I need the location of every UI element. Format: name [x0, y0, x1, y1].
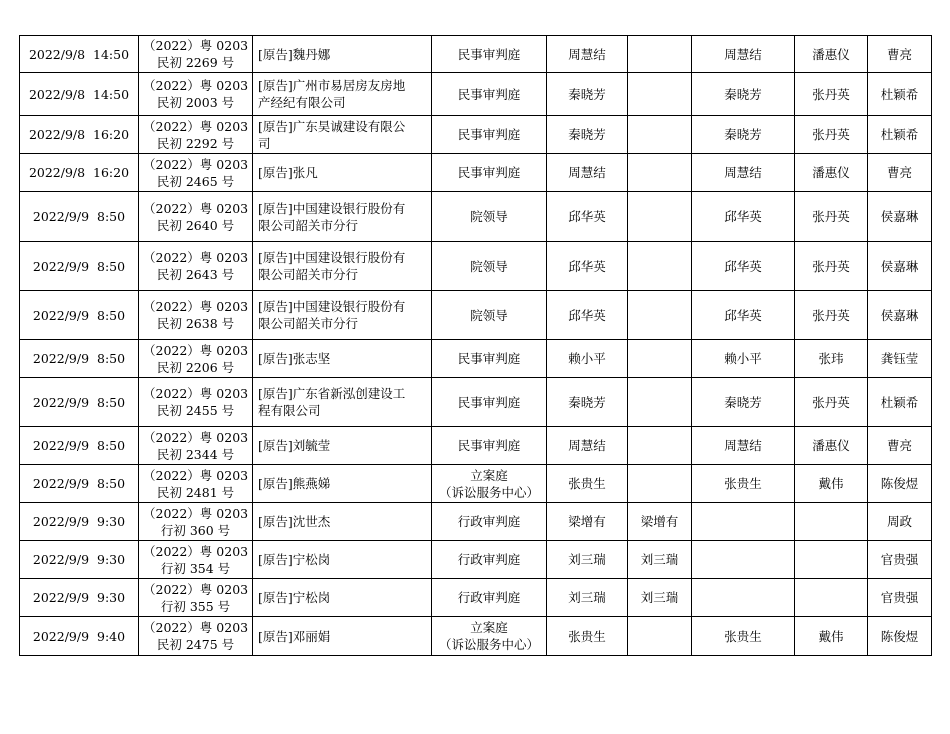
- presiding-cell: [628, 427, 692, 465]
- cell-text: 2022/9/9 8:50: [32, 394, 126, 410]
- cell-line: [原告]张志坚: [258, 351, 331, 366]
- judge-cell: [547, 291, 628, 340]
- cell-line: （2022）粤 0203: [143, 429, 249, 445]
- judge-cell: [547, 154, 628, 192]
- cell-text: 龚钰莹: [880, 351, 919, 366]
- hearing-time-cell: [20, 465, 139, 503]
- cell-text: 张丹英: [812, 209, 850, 224]
- cell-line: 民事审判庭: [457, 394, 521, 410]
- party-cell: [253, 503, 432, 541]
- cell-line: 民事审判庭: [457, 351, 521, 366]
- cell-text: 2022/9/9 8:50: [32, 476, 126, 491]
- cell-line: 民初 2269 号: [156, 55, 235, 70]
- judge-b-cell: [692, 465, 795, 503]
- clerk-cell: [868, 73, 932, 116]
- department-cell: [432, 617, 547, 656]
- case-number-cell: [139, 154, 253, 192]
- cell-line: （2022）粤 0203: [143, 581, 249, 597]
- cell-text: 2022/9/9 8:50: [32, 209, 126, 224]
- judge-b-cell: [692, 427, 795, 465]
- cell-text: 2022/9/8 16:20: [28, 165, 130, 180]
- clerk-cell: [868, 242, 932, 291]
- cell-line: 民初 2206 号: [156, 359, 235, 375]
- cell-line: 行政审判庭: [457, 552, 521, 567]
- party-cell: [253, 340, 432, 378]
- judge-b-cell: [692, 541, 795, 579]
- cell-line: 限公司韶关市分行: [258, 267, 359, 282]
- cell-text: 刘三瑞: [640, 552, 679, 567]
- case-number-cell: [139, 579, 253, 617]
- cell-line: 限公司韶关市分行: [258, 316, 359, 331]
- table-row: [20, 116, 932, 154]
- judge-cell: [547, 36, 628, 73]
- cell-text: 张丹英: [812, 307, 850, 323]
- case-number-cell: [139, 617, 253, 656]
- cell-text: 陈俊煜: [880, 628, 919, 644]
- clerk-cell: [868, 503, 932, 541]
- presiding-cell: [628, 579, 692, 617]
- cell-text: 张丹英: [812, 86, 850, 102]
- juror-cell: [795, 154, 868, 192]
- cell-line: [原告]邓丽娟: [258, 628, 331, 644]
- cell-text: 张贵生: [568, 476, 606, 491]
- presiding-cell: [628, 242, 692, 291]
- cell-text: 秦晓芳: [724, 86, 762, 102]
- judge-cell: [547, 73, 628, 116]
- cell-text: 曹亮: [886, 438, 912, 453]
- cell-line: （诉讼服务中心）: [438, 484, 539, 500]
- judge-cell: [547, 427, 628, 465]
- cell-line: 民初 2640 号: [156, 217, 235, 233]
- cell-text: 秦晓芳: [568, 127, 606, 142]
- cell-line: 民初 2292 号: [156, 135, 235, 151]
- party-cell: [253, 579, 432, 617]
- cell-line: [原告]张凡: [258, 165, 318, 180]
- cell-line: （2022）粤 0203: [143, 118, 249, 134]
- clerk-cell: [868, 427, 932, 465]
- cell-text: 赖小平: [568, 351, 606, 366]
- judge-cell: [547, 242, 628, 291]
- clerk-cell: [868, 579, 932, 617]
- cell-text: 梁增有: [640, 514, 679, 529]
- department-cell: [432, 192, 547, 242]
- cell-text: 周慧结: [724, 438, 762, 453]
- presiding-cell: [628, 541, 692, 579]
- party-cell: [253, 154, 432, 192]
- cell-line: 院领导: [470, 209, 508, 224]
- cell-text: 曹亮: [886, 46, 912, 62]
- judge-b-cell: [692, 340, 795, 378]
- cell-text: 周慧结: [724, 46, 762, 62]
- party-cell: [253, 427, 432, 465]
- presiding-cell: [628, 192, 692, 242]
- hearing-schedule-table: [19, 35, 932, 656]
- cell-text: 2022/9/8 14:50: [28, 86, 130, 102]
- clerk-cell: [868, 465, 932, 503]
- cell-line: 立案庭: [470, 620, 508, 635]
- table-row: [20, 617, 932, 656]
- case-number-cell: [139, 73, 253, 116]
- department-cell: [432, 465, 547, 503]
- cell-text: 张贵生: [724, 476, 762, 491]
- table-row: [20, 427, 932, 465]
- hearing-time-cell: [20, 154, 139, 192]
- table-row: [20, 154, 932, 192]
- cell-line: （2022）粤 0203: [143, 467, 249, 483]
- cell-line: [原告]熊燕娣: [258, 476, 331, 491]
- cell-line: （2022）粤 0203: [143, 342, 249, 358]
- cell-line: （2022）粤 0203: [143, 250, 249, 265]
- presiding-cell: [628, 617, 692, 656]
- cell-text: 2022/9/9 8:50: [32, 438, 126, 453]
- hearing-time-cell: [20, 73, 139, 116]
- cell-text: 张贵生: [724, 628, 762, 644]
- cell-line: 院领导: [470, 307, 508, 323]
- clerk-cell: [868, 36, 932, 73]
- cell-line: [原告]中国建设银行股份有: [258, 250, 406, 265]
- cell-text: 秦晓芳: [568, 86, 606, 102]
- table-row: [20, 340, 932, 378]
- judge-b-cell: [692, 154, 795, 192]
- cell-line: [原告]中国建设银行股份有: [258, 200, 406, 216]
- cell-line: 民事审判庭: [457, 127, 521, 142]
- cell-line: [原告]宁松岗: [258, 552, 331, 567]
- case-number-cell: [139, 192, 253, 242]
- cell-line: （2022）粤 0203: [143, 620, 249, 635]
- presiding-cell: [628, 465, 692, 503]
- cell-line: 行初 355 号: [160, 598, 231, 614]
- case-number-cell: [139, 427, 253, 465]
- cell-text: 邱华英: [568, 258, 606, 274]
- cell-line: 民初 2475 号: [156, 637, 235, 652]
- cell-line: [原告]沈世杰: [258, 514, 331, 529]
- department-cell: [432, 116, 547, 154]
- cell-text: 张丹英: [812, 258, 850, 274]
- party-cell: [253, 192, 432, 242]
- cell-text: 戴伟: [818, 476, 844, 491]
- presiding-cell: [628, 340, 692, 378]
- cell-text: 2022/9/8 16:20: [28, 127, 130, 142]
- juror-cell: [795, 116, 868, 154]
- judge-cell: [547, 340, 628, 378]
- cell-line: [原告]宁松岗: [258, 590, 331, 605]
- cell-text: 张丹英: [812, 394, 850, 410]
- juror-cell: [795, 465, 868, 503]
- cell-line: [原告]刘毓莹: [258, 438, 331, 453]
- cell-line: （2022）粤 0203: [143, 299, 249, 314]
- cell-text: 2022/9/9 8:50: [32, 258, 126, 274]
- cell-text: 陈俊煜: [880, 476, 919, 491]
- judge-b-cell: [692, 242, 795, 291]
- presiding-cell: [628, 503, 692, 541]
- cell-line: 院领导: [470, 258, 508, 274]
- juror-cell: [795, 579, 868, 617]
- judge-cell: [547, 579, 628, 617]
- cell-text: 刘三瑞: [568, 552, 606, 567]
- cell-text: 潘惠仪: [812, 438, 850, 453]
- cell-line: 民事审判庭: [457, 46, 521, 62]
- cell-text: 侯嘉琳: [880, 209, 919, 224]
- department-cell: [432, 503, 547, 541]
- juror-cell: [795, 378, 868, 427]
- juror-cell: [795, 242, 868, 291]
- table-row: [20, 291, 932, 340]
- case-number-cell: [139, 116, 253, 154]
- case-number-cell: [139, 340, 253, 378]
- cell-line: 行政审判庭: [457, 590, 521, 605]
- cell-text: 刘三瑞: [640, 590, 679, 605]
- juror-cell: [795, 541, 868, 579]
- cell-text: 周慧结: [724, 165, 762, 180]
- cell-text: 邱华英: [724, 307, 762, 323]
- cell-line: [原告]广州市易居房友房地: [258, 78, 406, 93]
- cell-text: 杜颖希: [880, 394, 919, 410]
- hearing-time-cell: [20, 242, 139, 291]
- cell-text: 2022/9/9 8:50: [32, 351, 126, 366]
- table-row: [20, 465, 932, 503]
- case-number-cell: [139, 36, 253, 73]
- cell-line: （2022）粤 0203: [143, 78, 249, 93]
- table-row: [20, 378, 932, 427]
- party-cell: [253, 378, 432, 427]
- cell-text: 秦晓芳: [724, 127, 762, 142]
- judge-b-cell: [692, 73, 795, 116]
- juror-cell: [795, 340, 868, 378]
- judge-cell: [547, 116, 628, 154]
- department-cell: [432, 340, 547, 378]
- juror-cell: [795, 36, 868, 73]
- cell-line: [原告]广东昊诚建设有限公: [258, 118, 406, 134]
- case-number-cell: [139, 378, 253, 427]
- cell-text: 邱华英: [724, 209, 762, 224]
- judge-cell: [547, 541, 628, 579]
- cell-line: 行初 360 号: [160, 522, 231, 538]
- cell-text: 周慧结: [568, 438, 606, 453]
- table-row: [20, 579, 932, 617]
- cell-text: 2022/9/9 8:50: [32, 307, 126, 323]
- cell-line: （2022）粤 0203: [143, 38, 249, 53]
- judge-b-cell: [692, 503, 795, 541]
- party-cell: [253, 465, 432, 503]
- cell-line: 产经纪有限公司: [258, 95, 346, 110]
- judge-b-cell: [692, 579, 795, 617]
- presiding-cell: [628, 378, 692, 427]
- judge-cell: [547, 503, 628, 541]
- cell-text: 曹亮: [886, 165, 912, 180]
- table-row: [20, 73, 932, 116]
- cell-line: 限公司韶关市分行: [258, 217, 359, 233]
- table-row: [20, 503, 932, 541]
- clerk-cell: [868, 291, 932, 340]
- presiding-cell: [628, 116, 692, 154]
- department-cell: [432, 36, 547, 73]
- judge-cell: [547, 617, 628, 656]
- cell-text: 秦晓芳: [724, 394, 762, 410]
- cell-text: 赖小平: [724, 351, 762, 366]
- department-cell: [432, 73, 547, 116]
- juror-cell: [795, 617, 868, 656]
- hearing-time-cell: [20, 427, 139, 465]
- party-cell: [253, 541, 432, 579]
- hearing-time-cell: [20, 340, 139, 378]
- cell-line: 程有限公司: [258, 403, 321, 418]
- cell-line: [原告]中国建设银行股份有: [258, 299, 406, 314]
- cell-line: 民初 2638 号: [156, 316, 235, 331]
- juror-cell: [795, 503, 868, 541]
- clerk-cell: [868, 116, 932, 154]
- hearing-time-cell: [20, 36, 139, 73]
- department-cell: [432, 154, 547, 192]
- cell-text: 官贵强: [880, 552, 919, 567]
- department-cell: [432, 242, 547, 291]
- clerk-cell: [868, 192, 932, 242]
- hearing-time-cell: [20, 378, 139, 427]
- cell-text: 潘惠仪: [812, 165, 850, 180]
- clerk-cell: [868, 541, 932, 579]
- case-number-cell: [139, 503, 253, 541]
- juror-cell: [795, 192, 868, 242]
- cell-text: 2022/9/9 9:40: [32, 628, 126, 644]
- judge-b-cell: [692, 617, 795, 656]
- clerk-cell: [868, 154, 932, 192]
- party-cell: [253, 242, 432, 291]
- cell-text: 梁增有: [568, 514, 606, 529]
- cell-text: 邱华英: [568, 209, 606, 224]
- cell-line: 立案庭: [470, 467, 508, 483]
- cell-line: （2022）粤 0203: [143, 156, 249, 172]
- cell-text: 戴伟: [818, 628, 844, 644]
- hearing-time-cell: [20, 291, 139, 340]
- judge-cell: [547, 465, 628, 503]
- party-cell: [253, 36, 432, 73]
- cell-line: 民事审判庭: [457, 165, 521, 180]
- cell-text: 侯嘉琳: [880, 307, 919, 323]
- cell-line: （2022）粤 0203: [143, 505, 249, 521]
- cell-line: 民初 2455 号: [156, 403, 235, 418]
- judge-b-cell: [692, 116, 795, 154]
- party-cell: [253, 116, 432, 154]
- cell-text: 潘惠仪: [812, 46, 850, 62]
- department-cell: [432, 427, 547, 465]
- case-number-cell: [139, 291, 253, 340]
- department-cell: [432, 291, 547, 340]
- presiding-cell: [628, 154, 692, 192]
- presiding-cell: [628, 36, 692, 73]
- cell-text: 张贵生: [568, 628, 606, 644]
- cell-text: 杜颖希: [880, 127, 919, 142]
- cell-line: 民初 2643 号: [156, 267, 235, 282]
- judge-b-cell: [692, 192, 795, 242]
- cell-text: 2022/9/9 9:30: [32, 590, 126, 605]
- cell-text: 秦晓芳: [568, 394, 606, 410]
- cell-line: [原告]魏丹娜: [258, 46, 331, 62]
- cell-text: 官贵强: [880, 590, 919, 605]
- judge-b-cell: [692, 291, 795, 340]
- cell-text: 周慧结: [568, 46, 606, 62]
- judge-b-cell: [692, 36, 795, 73]
- cell-text: 张玮: [818, 351, 844, 366]
- clerk-cell: [868, 340, 932, 378]
- judge-b-cell: [692, 378, 795, 427]
- table-row: [20, 192, 932, 242]
- cell-line: 司: [258, 135, 271, 151]
- presiding-cell: [628, 73, 692, 116]
- party-cell: [253, 617, 432, 656]
- hearing-time-cell: [20, 617, 139, 656]
- cell-text: 周慧结: [568, 165, 606, 180]
- cell-text: 周政: [886, 514, 912, 529]
- cell-text: 邱华英: [724, 258, 762, 274]
- cell-line: 行初 354 号: [160, 560, 231, 576]
- cell-line: （2022）粤 0203: [143, 386, 249, 401]
- cell-line: （诉讼服务中心）: [438, 637, 539, 652]
- party-cell: [253, 291, 432, 340]
- cell-line: 民初 2481 号: [156, 484, 235, 500]
- department-cell: [432, 579, 547, 617]
- cell-text: 2022/9/8 14:50: [28, 46, 130, 62]
- cell-line: 民初 2344 号: [156, 446, 235, 462]
- cell-line: [原告]广东省新泓创建设工: [258, 386, 406, 401]
- juror-cell: [795, 427, 868, 465]
- cell-line: 民事审判庭: [457, 438, 521, 453]
- juror-cell: [795, 291, 868, 340]
- department-cell: [432, 378, 547, 427]
- hearing-time-cell: [20, 503, 139, 541]
- cell-line: 民初 2465 号: [156, 173, 235, 189]
- cell-text: 侯嘉琳: [880, 258, 919, 274]
- hearing-time-cell: [20, 541, 139, 579]
- table-row: [20, 36, 932, 73]
- cell-text: 杜颖希: [880, 86, 919, 102]
- party-cell: [253, 73, 432, 116]
- case-number-cell: [139, 242, 253, 291]
- cell-line: （2022）粤 0203: [143, 200, 249, 216]
- judge-cell: [547, 192, 628, 242]
- case-number-cell: [139, 541, 253, 579]
- cell-text: 邱华英: [568, 307, 606, 323]
- case-number-cell: [139, 465, 253, 503]
- hearing-time-cell: [20, 192, 139, 242]
- cell-line: 民事审判庭: [457, 86, 521, 102]
- clerk-cell: [868, 617, 932, 656]
- cell-text: 刘三瑞: [568, 590, 606, 605]
- juror-cell: [795, 73, 868, 116]
- cell-line: （2022）粤 0203: [143, 543, 249, 559]
- clerk-cell: [868, 378, 932, 427]
- hearing-time-cell: [20, 579, 139, 617]
- cell-text: 张丹英: [812, 127, 850, 142]
- table-row: [20, 242, 932, 291]
- cell-line: 民初 2003 号: [156, 95, 235, 110]
- department-cell: [432, 541, 547, 579]
- hearing-time-cell: [20, 116, 139, 154]
- judge-cell: [547, 378, 628, 427]
- table-row: [20, 541, 932, 579]
- presiding-cell: [628, 291, 692, 340]
- cell-line: 行政审判庭: [457, 514, 521, 529]
- cell-text: 2022/9/9 9:30: [32, 514, 126, 529]
- cell-text: 2022/9/9 9:30: [32, 552, 126, 567]
